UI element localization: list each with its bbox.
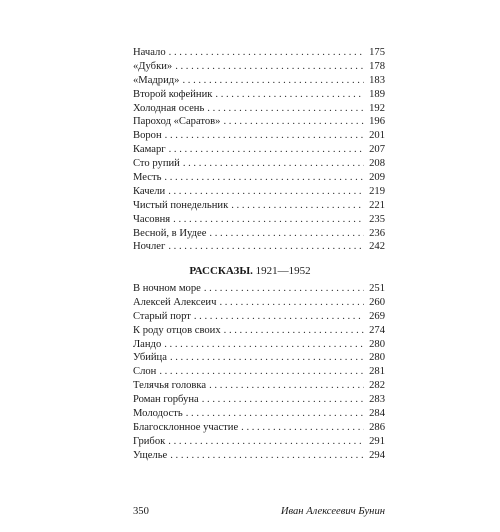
toc-entry-title: К роду отцов своих	[133, 324, 221, 336]
toc-leader-dots	[209, 227, 364, 241]
toc-leader-dots	[169, 143, 364, 157]
toc-entry-page: 178	[369, 60, 385, 72]
toc-leader-dots	[223, 115, 364, 129]
toc-leader-dots	[169, 46, 364, 60]
toc-entry	[133, 157, 385, 171]
toc-leader-dots	[175, 60, 364, 74]
toc-entry-page: 291	[369, 435, 385, 447]
toc-entry-title: Камарг	[133, 144, 166, 156]
toc-entry-title: Весной, в Иудее	[133, 227, 207, 239]
toc-leader-dots	[186, 407, 364, 421]
toc-entry-page: 284	[369, 408, 385, 420]
toc-entry	[133, 449, 385, 463]
toc-leader-dots	[194, 310, 364, 324]
toc-entry-page: 294	[369, 449, 385, 461]
toc-entry-title: Холодная осень	[133, 102, 205, 114]
toc-leader-dots	[207, 102, 364, 116]
toc-entry	[133, 102, 385, 116]
page-footer	[133, 505, 385, 518]
toc-leader-dots	[168, 240, 364, 254]
toc-entry-title: Ущелье	[133, 449, 168, 461]
toc-entry-title: Часовня	[133, 213, 171, 225]
toc-entry-page: 280	[369, 352, 385, 364]
toc-leader-dots	[170, 449, 364, 463]
toc-entry	[133, 282, 385, 296]
toc-leader-dots	[170, 351, 364, 365]
toc-entry-title: Слон	[133, 366, 157, 378]
toc-entry-page: 175	[369, 47, 385, 58]
toc-entry-title: Алексей Алексеич	[133, 296, 217, 308]
toc-entry-page: 282	[369, 380, 385, 392]
toc-entry-title: «Мадрид»	[133, 74, 180, 86]
toc-entry	[133, 365, 385, 379]
toc-entry-page: 260	[369, 296, 385, 308]
toc-entry	[133, 171, 385, 185]
toc-list-top	[133, 46, 385, 254]
toc-leader-dots	[168, 435, 364, 449]
toc-leader-dots	[164, 171, 364, 185]
toc-entry-page: 201	[369, 130, 385, 142]
toc-leader-dots	[224, 324, 364, 338]
footer-page-number: 350	[133, 506, 149, 517]
toc-entry	[133, 379, 385, 393]
toc-entry	[133, 296, 385, 310]
toc-entry	[133, 74, 385, 88]
toc-entry-title: Телячья головка	[133, 380, 207, 392]
toc-entry-title: Начало	[133, 47, 166, 58]
toc-entry-page: 235	[369, 213, 385, 225]
toc-entry-page: 189	[369, 88, 385, 100]
toc-entry-page: 208	[369, 158, 385, 170]
toc-entry	[133, 227, 385, 241]
toc-entry-page: 269	[369, 310, 385, 322]
toc-entry	[133, 435, 385, 449]
toc-leader-dots	[182, 74, 364, 88]
toc-leader-dots	[219, 296, 364, 310]
toc-leader-dots	[202, 393, 364, 407]
footer-author: Иван Алексеевич Бунин	[280, 506, 385, 517]
toc-leader-dots	[231, 199, 364, 213]
toc-entry	[133, 421, 385, 435]
toc-entry-page: 219	[369, 185, 385, 197]
section-heading	[0, 264, 500, 278]
toc-leader-dots	[173, 213, 364, 227]
toc-entry	[133, 240, 385, 254]
toc-entry-page: 221	[369, 199, 385, 211]
toc-leader-dots	[164, 338, 364, 352]
toc-entry-page: 286	[369, 421, 385, 433]
toc-entry	[133, 324, 385, 338]
toc-leader-dots	[215, 88, 364, 102]
toc-entry-title: Молодость	[133, 408, 183, 420]
toc-entry-page: 192	[369, 102, 385, 114]
toc-entry	[133, 129, 385, 143]
section-heading-years: 1921—1952	[255, 265, 311, 277]
toc-entry-page: 274	[369, 324, 385, 336]
toc-entry	[133, 143, 385, 157]
toc-entry	[133, 88, 385, 102]
toc-entry-page: 251	[369, 283, 385, 294]
toc-entry-title: Второй кофейник	[133, 88, 213, 100]
toc-entry-title: Качели	[133, 185, 166, 197]
toc-entry-page: 196	[369, 116, 385, 128]
toc-entry	[133, 407, 385, 421]
toc-entry-title: Роман горбуна	[133, 394, 199, 406]
toc-list-bottom	[133, 282, 385, 463]
toc-entry-title: Благосклонное участие	[133, 421, 239, 433]
toc-entry-title: Старый порт	[133, 310, 191, 322]
toc-entry	[133, 115, 385, 129]
toc-entry	[133, 310, 385, 324]
toc-entry-page: 242	[369, 241, 385, 253]
toc-entry-page: 281	[369, 366, 385, 378]
toc-entry-page: 280	[369, 338, 385, 350]
toc-entry-page: 209	[369, 172, 385, 184]
toc-entry-title: Ландо	[133, 338, 162, 350]
toc-entry	[133, 199, 385, 213]
toc-entry	[133, 338, 385, 352]
toc-leader-dots	[159, 365, 364, 379]
toc-leader-dots	[168, 185, 364, 199]
toc-entry-page: 283	[369, 394, 385, 406]
toc-entry-title: Убийца	[133, 352, 167, 364]
toc-entry	[133, 213, 385, 227]
section-heading-title: РАССКАЗЫ.	[189, 265, 253, 277]
toc-entry-title: Пароход «Саратов»	[133, 116, 221, 128]
toc-entry	[133, 351, 385, 365]
toc-entry-title: В ночном море	[133, 283, 201, 294]
toc-leader-dots	[241, 421, 364, 435]
toc-leader-dots	[165, 129, 364, 143]
toc-entry	[133, 46, 385, 60]
toc-entry-title: Сто рупий	[133, 158, 180, 170]
toc-entry-title: Чистый понедельник	[133, 199, 229, 211]
toc-entry-page: 207	[369, 144, 385, 156]
toc-entry	[133, 60, 385, 74]
toc-entry-title: Месть	[133, 172, 162, 184]
toc-entry-page: 236	[369, 227, 385, 239]
toc-entry-title: Ночлег	[133, 241, 166, 253]
toc-leader-dots	[183, 157, 364, 171]
toc-entry-title: Ворон	[133, 130, 162, 142]
toc-entry	[133, 185, 385, 199]
toc-entry-title: Грибок	[133, 435, 166, 447]
toc-entry-title: «Дубки»	[133, 60, 173, 72]
toc-leader-dots	[209, 379, 364, 393]
toc-entry	[133, 393, 385, 407]
toc-leader-dots	[204, 282, 364, 296]
toc-entry-page: 183	[369, 74, 385, 86]
